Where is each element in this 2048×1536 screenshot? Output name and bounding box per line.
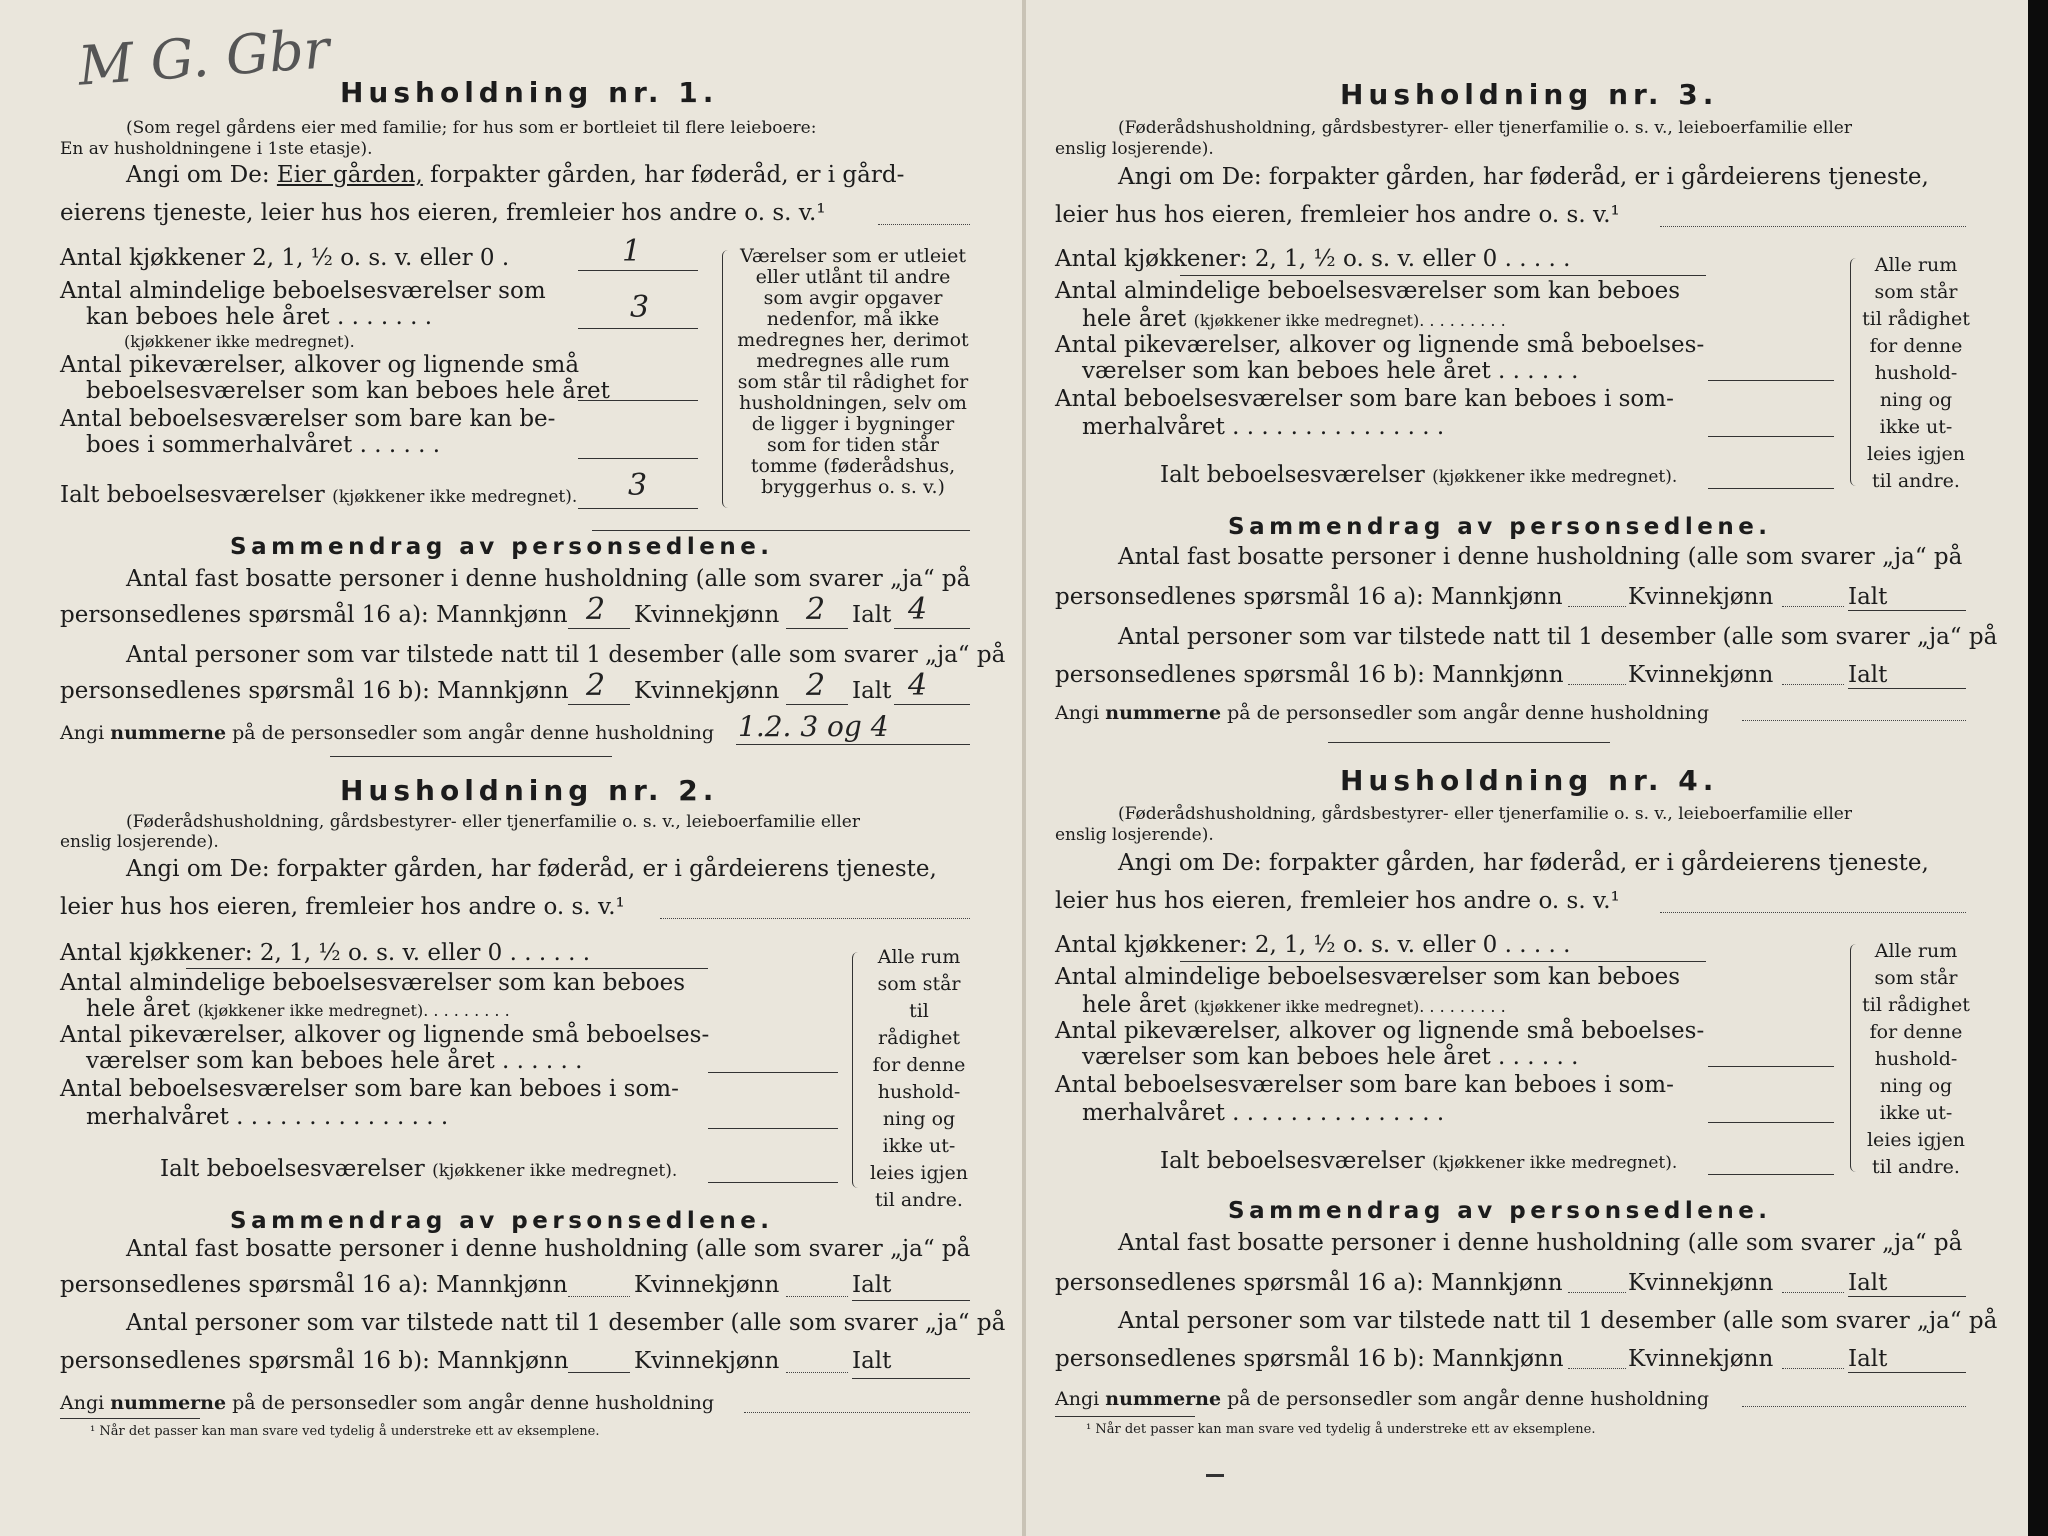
h4-title: Husholdning nr. 4. [1340,764,1719,797]
h2-alm-1: Antal almindelige beboelsesværelser som kan beboes [60,970,686,996]
h3-nummerne [1055,702,1709,724]
h2-ialt-label: Ialt beboelsesværelser [160,1156,425,1182]
h4-s1-ialt-label: Ialt [1848,1270,1888,1296]
h4-s2-ialt-label: Ialt [1848,1346,1888,1372]
h4-foot-rule [1055,1416,1195,1417]
h4-brace [1850,944,1861,1172]
h4-sommer-1: Antal beboelsesværelser som bare kan beboes i som- [1055,1072,1674,1098]
h1-end-rule [330,756,612,757]
h2-side-note: Alle rum som står til rådighet for denne hushold- ning og ikke ut- leies igjen til andre. [869,946,969,1211]
h2-s2-kv-label: Kvinnekjønn [634,1348,780,1374]
h2-pike-2: værelser som kan beboes hele året . . . . . . [86,1048,583,1074]
h1-kjokken-line [578,270,698,271]
h4-s2-total-line [1848,1372,1966,1373]
h3-s2-total-line [1848,688,1966,689]
h3-pike-2: værelser som kan beboes hele året . . . . . . [1082,358,1579,384]
h3-s2-female-line [1782,684,1844,685]
h3-ialt-line [1708,488,1834,489]
h1-s1-male-line [568,628,630,629]
h4-kjokken-line [1180,961,1706,962]
h4-num-bold: nummerne [1105,1388,1222,1410]
h1-num-value: 1.2. 3 og 4 [738,710,889,743]
h4-ialt-label: Ialt beboelsesværelser [1160,1148,1425,1174]
h1-s2-male-line [568,704,630,705]
h3-s1-female-line [1782,606,1844,607]
h1-intro-2: En av husholdningene i 1ste etasje). [60,139,373,159]
h1-alm-value: 3 [630,290,650,325]
h3-intro-2: enslig losjerende). [1055,139,1214,159]
h1-s1-ialt-label: Ialt [852,602,892,628]
h2-s1-total-line [852,1300,970,1301]
h4-angi-fill [1660,912,1966,913]
h3-ialt-label: Ialt beboelsesværelser [1160,462,1425,488]
h4-alm-note: (kjøkkener ikke medregnet). . . . . . . . . [1193,997,1506,1016]
h2-footnote: ¹ Når det passer kan man svare ved tydelig å understreke ett av eksemplene. [90,1424,600,1439]
h1-summary-title: Sammendrag av personsedlene. [230,534,774,560]
h4-s2-line-1: Antal personer som var tilstede natt til 1 desember (alle som svarer „ja“ på [1118,1308,1998,1334]
h1-pike-line [578,400,698,401]
h1-kjokken-value: 1 [622,234,642,269]
h1-brace [722,250,733,508]
h2-num-rest: på de personsedler som angår denne husholdning [232,1392,715,1414]
h3-sommer-line [1708,436,1834,437]
h1-s2-total-line [894,704,970,705]
h4-alm-1: Antal almindelige beboelsesværelser som kan beboes [1055,964,1681,990]
h3-s1-male-line [1568,606,1626,607]
h2-intro-1: (Føderådshusholdning, gårdsbestyrer- eller tjenerfamilie o. s. v., leieboerfamilie eller [126,812,860,832]
h3-s2-ialt-label: Ialt [1848,662,1888,688]
h3-end-rule [1328,742,1610,743]
h3-angi-line-2: leier hus hos eieren, fremleier hos andre o. s. v.¹ [1055,202,1620,228]
h3-alm-2-text: hele året [1082,306,1187,332]
h1-s2-total: 4 [908,668,928,703]
h1-ialt-note: (kjøkkener ikke medregnet). [332,487,578,507]
h2-s2-female-line [786,1372,848,1373]
h4-s1-female-line [1782,1292,1844,1293]
h1-side-note: Værelser som er utleiet eller utlånt til andre som avgir opgaver nedenfor, må ikke medregnes her, derimot medregnes alle rum som står til rådighet for husholdningen, selv om de ligger i bygninger som for tiden står tomme (føderådshus, bryggerhus o. s. v.) [737,245,969,498]
h2-s1-kv-label: Kvinnekjønn [634,1272,780,1298]
h1-ialt-value: 3 [628,468,648,503]
h1-num-prefix: Angi [60,722,105,744]
h3-angi-fill [1660,226,1966,227]
h1-divider [592,530,970,531]
h2-pike-1: Antal pikeværelser, alkover og lignende små beboelses- [60,1022,710,1048]
h1-nummerne [60,722,714,744]
h1-num-rest: på de personsedler som angår denne husholdning [232,722,715,744]
h3-s2-male-line [1568,684,1626,685]
h4-s2-line-2: personsedlenes spørsmål 16 b): Mannkjønn [1055,1346,1564,1372]
h2-angi-line-2: leier hus hos eieren, fremleier hos andre o. s. v.¹ [60,894,625,920]
h1-num-line [736,744,970,745]
h1-sommer-2: boes i sommerhalvåret . . . . . . [86,432,441,458]
h1-alm-2: kan beboes hele året . . . . . . . [86,304,433,330]
h4-nummerne [1055,1388,1709,1410]
h2-ialt-line [708,1182,838,1183]
h3-num-bold: nummerne [1105,702,1222,724]
h1-s2-kv-label: Kvinnekjønn [634,678,780,704]
h4-intro-1: (Føderådshusholdning, gårdsbestyrer- eller tjenerfamilie o. s. v., leieboerfamilie eller [1118,804,1852,824]
h4-s2-male-line [1568,1368,1626,1369]
h2-s2-total-line [852,1378,970,1379]
h2-title: Husholdning nr. 2. [340,774,719,807]
h3-s2-kv-label: Kvinnekjønn [1628,662,1774,688]
h1-angi-prefix: Angi om De: [126,162,270,188]
h1-num-bold: nummerne [110,722,227,744]
h1-ialt-label: Ialt beboelsesværelser [60,482,325,508]
h1-angi-line-1 [126,162,904,188]
h3-s1-line-1: Antal fast bosatte personer i denne husholdning (alle som svarer „ja“ på [1118,544,1963,570]
h4-ialt-line [1708,1174,1834,1175]
h2-num-prefix: Angi [60,1392,105,1414]
h2-ialt-note: (kjøkkener ikke medregnet). [432,1161,678,1181]
h3-s1-ialt-label: Ialt [1848,584,1888,610]
h2-alm-note: (kjøkkener ikke medregnet). . . . . . . . . [197,1001,510,1020]
h4-num-rest: på de personsedler som angår denne husholdning [1227,1388,1710,1410]
h4-alm-2-text: hele året [1082,992,1187,1018]
h1-pike-1: Antal pikeværelser, alkover og lignende små [60,352,580,378]
h3-s1-total-line [1848,610,1966,611]
h3-s2-line-1: Antal personer som var tilstede natt til 1 desember (alle som svarer „ja“ på [1118,624,1998,650]
h3-brace [1850,258,1861,486]
h3-s1-line-2: personsedlenes spørsmål 16 a): Mannkjønn [1055,584,1563,610]
h1-s2-line-2: personsedlenes spørsmål 16 b): Mannkjønn [60,678,569,704]
h1-ialt-line [578,508,698,509]
signature-initials: M G. Gbr [76,17,332,98]
h4-s1-line-1: Antal fast bosatte personer i denne husholdning (alle som svarer „ja“ på [1118,1230,1963,1256]
h4-side-note: Alle rum som står til rådighet for denne hushold- ning og ikke ut- leies igjen til andre. [1862,940,1970,1178]
h4-num-line [1742,1406,1966,1407]
h2-s1-male-line [568,1296,630,1297]
h2-s1-line-1: Antal fast bosatte personer i denne husholdning (alle som svarer „ja“ på [126,1236,971,1262]
h4-num-prefix: Angi [1055,1388,1100,1410]
h4-footnote: ¹ Når det passer kan man svare ved tydelig å understreke ett av eksemplene. [1086,1422,1596,1437]
h2-s2-male-line [568,1372,630,1373]
h1-alm-3: (kjøkkener ikke medregnet). [124,332,355,351]
h2-pike-line [708,1072,838,1073]
h2-alm-2-text: hele året [86,996,191,1022]
h1-angi-choice: Eier gården, [276,162,423,188]
h2-sommer-1: Antal beboelsesværelser som bare kan beboes i som- [60,1076,679,1102]
left-page [0,0,1023,1536]
h3-alm-2 [1082,306,1506,332]
h2-s2-line-2: personsedlenes spørsmål 16 b): Mannkjønn [60,1348,569,1374]
h3-sommer-1: Antal beboelsesværelser som bare kan beboes i som- [1055,386,1674,412]
h1-ialt [60,482,577,508]
scan-edge [2028,0,2048,1536]
h1-s1-line-2: personsedlenes spørsmål 16 a): Mannkjønn [60,602,568,628]
h2-alm-2 [86,996,510,1022]
h1-s2-male: 2 [586,668,606,703]
h4-s2-kv-label: Kvinnekjønn [1628,1346,1774,1372]
h1-title: Husholdning nr. 1. [340,76,719,109]
h3-s1-kv-label: Kvinnekjønn [1628,584,1774,610]
h2-ialt [160,1156,677,1182]
h3-s2-line-2: personsedlenes spørsmål 16 b): Mannkjønn [1055,662,1564,688]
h3-intro-1: (Føderådshusholdning, gårdsbestyrer- eller tjenerfamilie o. s. v., leieboerfamilie eller [1118,118,1852,138]
h1-s2-line-1: Antal personer som var tilstede natt til 1 desember (alle som svarer „ja“ på [126,642,1006,668]
h4-pike-line [1708,1066,1834,1067]
h2-kjokken: Antal kjøkkener: 2, 1, ½ o. s. v. eller 0 . . . . . . [60,940,591,966]
h2-sommer-2: merhalvåret . . . . . . . . . . . . . . . [86,1104,449,1130]
h1-sommer-line [578,458,698,459]
h2-nummerne [60,1392,714,1414]
h1-alm-1: Antal almindelige beboelsesværelser som [60,278,546,304]
h3-ialt-note: (kjøkkener ikke medregnet). [1432,467,1678,487]
h3-pike-line [1708,380,1834,381]
h4-kjokken: Antal kjøkkener: 2, 1, ½ o. s. v. eller 0 . . . . . [1055,932,1571,958]
h4-sommer-2: merhalvåret . . . . . . . . . . . . . . . [1082,1100,1445,1126]
h2-s2-line-1: Antal personer som var tilstede natt til 1 desember (alle som svarer „ja“ på [126,1310,1006,1336]
h4-summary-title: Sammendrag av personsedlene. [1228,1198,1772,1224]
h4-s1-line-2: personsedlenes spørsmål 16 a): Mannkjønn [1055,1270,1563,1296]
h2-s1-ialt-label: Ialt [852,1272,892,1298]
h1-s1-line-1: Antal fast bosatte personer i denne husholdning (alle som svarer „ja“ på [126,566,971,592]
h1-alm-line [578,328,698,329]
h4-ialt-note: (kjøkkener ikke medregnet). [1432,1153,1678,1173]
h4-intro-2: enslig losjerende). [1055,825,1214,845]
h3-num-line [1742,720,1966,721]
h2-summary-title: Sammendrag av personsedlene. [230,1208,774,1234]
h1-s1-kv-label: Kvinnekjønn [634,602,780,628]
h1-s1-female: 2 [806,592,826,627]
h3-alm-note: (kjøkkener ikke medregnet). . . . . . . . . [1193,311,1506,330]
h1-s2-ialt-label: Ialt [852,678,892,704]
h1-pike-2: beboelsesværelser som kan beboes hele året [86,378,610,404]
h1-angi-fill [878,224,970,225]
h4-sommer-line [1708,1122,1834,1123]
h1-angi-rest: forpakter gården, har føderåd, er i gård- [430,162,905,188]
h3-pike-1: Antal pikeværelser, alkover og lignende små beboelses- [1055,332,1705,358]
h1-s2-female-line [786,704,848,705]
h3-num-rest: på de personsedler som angår denne husholdning [1227,702,1710,724]
h1-sommer-1: Antal beboelsesværelser som bare kan be- [60,406,556,432]
h2-s1-female-line [786,1296,848,1297]
h1-s2-female: 2 [806,668,826,703]
h1-s1-female-line [786,628,848,629]
h4-pike-1: Antal pikeværelser, alkover og lignende små beboelses- [1055,1018,1705,1044]
h4-alm-2 [1082,992,1506,1018]
h4-angi-line-1: Angi om De: forpakter gården, har føderåd, er i gårdeierens tjeneste, [1118,850,1929,876]
h4-ialt [1160,1148,1677,1174]
h3-side-note: Alle rum som står til rådighet for denne hushold- ning og ikke ut- leies igjen til andre. [1862,254,1970,492]
h1-s1-total-line [894,628,970,629]
h2-num-bold: nummerne [110,1392,227,1414]
h1-intro-1: (Som regel gårdens eier med familie; for hus som er bortleiet til flere leieboere: [126,118,817,138]
h2-s1-line-2: personsedlenes spørsmål 16 a): Mannkjønn [60,1272,568,1298]
h1-kjokken: Antal kjøkkener 2, 1, ½ o. s. v. eller 0 . [60,245,510,271]
h4-s1-male-line [1568,1292,1626,1293]
h2-sommer-line [708,1128,838,1129]
h1-s1-total: 4 [908,592,928,627]
h3-kjokken: Antal kjøkkener: 2, 1, ½ o. s. v. eller 0 . . . . . [1055,246,1571,272]
page-mark [1206,1474,1224,1477]
page-fold [1022,0,1026,1536]
h1-s1-male: 2 [586,592,606,627]
h4-angi-line-2: leier hus hos eieren, fremleier hos andre o. s. v.¹ [1055,888,1620,914]
h2-num-line [744,1412,970,1413]
h4-s2-female-line [1782,1368,1844,1369]
h2-brace [852,952,863,1188]
h4-s1-total-line [1848,1296,1966,1297]
h3-ialt [1160,462,1677,488]
h3-alm-1: Antal almindelige beboelsesværelser som kan beboes [1055,278,1681,304]
h2-kjokken-line [186,968,708,969]
h4-s1-kv-label: Kvinnekjønn [1628,1270,1774,1296]
h3-angi-line-1: Angi om De: forpakter gården, har føderåd, er i gårdeierens tjeneste, [1118,164,1929,190]
h3-kjokken-line [1180,275,1706,276]
h3-num-prefix: Angi [1055,702,1100,724]
h2-angi-line-1: Angi om De: forpakter gården, har føderåd, er i gårdeierens tjeneste, [126,856,937,882]
h2-s2-ialt-label: Ialt [852,1348,892,1374]
h2-intro-2: enslig losjerende). [60,832,219,852]
h4-pike-2: værelser som kan beboes hele året . . . . . . [1082,1044,1579,1070]
h3-title: Husholdning nr. 3. [1340,78,1719,111]
h2-angi-fill [660,918,970,919]
h3-sommer-2: merhalvåret . . . . . . . . . . . . . . . [1082,414,1445,440]
h1-angi-line-2: eierens tjeneste, leier hus hos eieren, fremleier hos andre o. s. v.¹ [60,200,826,226]
h3-summary-title: Sammendrag av personsedlene. [1228,514,1772,540]
h2-foot-rule [60,1418,200,1419]
